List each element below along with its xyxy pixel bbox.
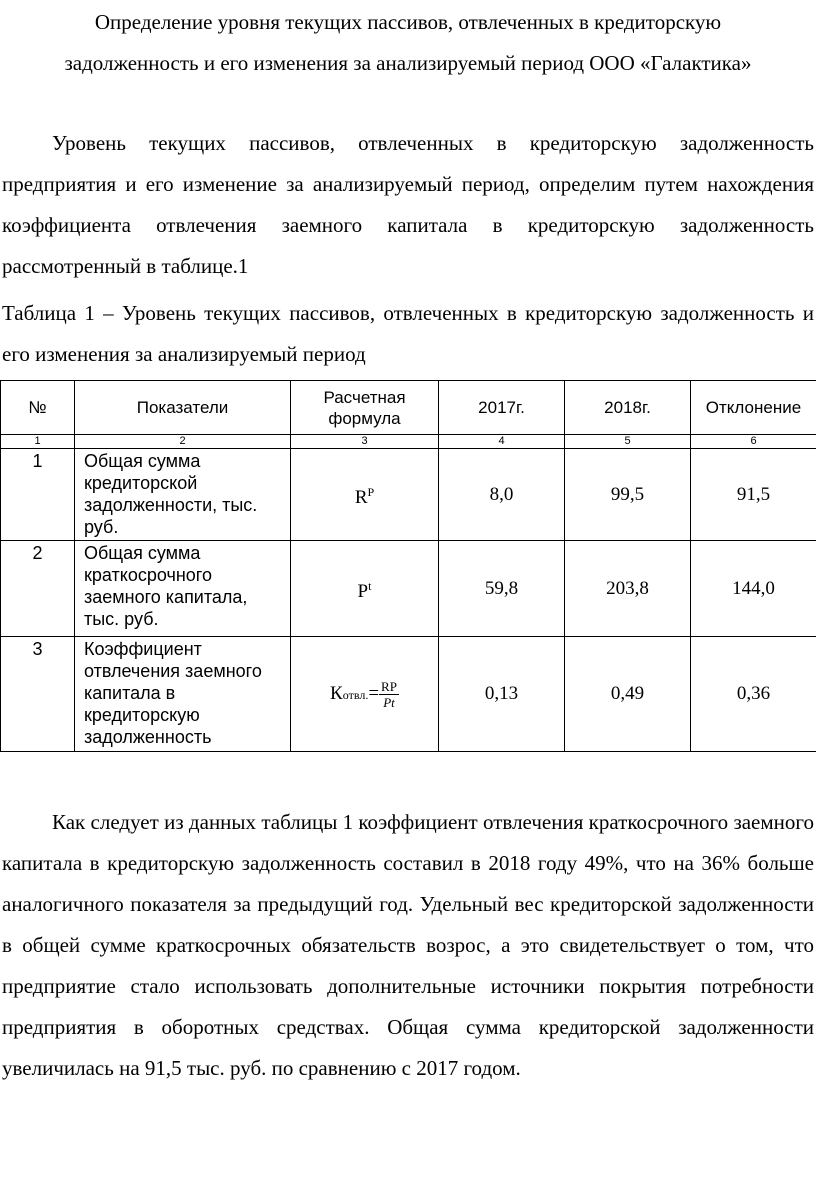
value-2017: 0,13 — [439, 637, 565, 752]
column-number: 4 — [439, 435, 565, 449]
table-row — [1, 449, 816, 541]
table-header-row — [1, 381, 816, 435]
formula-cell — [291, 541, 439, 637]
header-deviation: Отклонение — [691, 381, 816, 435]
table-row — [1, 541, 816, 637]
fraction-numerator: RP — [381, 678, 397, 694]
value-deviation: 91,5 — [691, 449, 816, 541]
column-number-row — [1, 435, 816, 449]
column-number: 5 — [565, 435, 691, 449]
column-number: 6 — [691, 435, 816, 449]
heading-line-1: Определение уровня текущих пассивов, отвлеченных в кредиторскую — [94, 10, 722, 34]
row-number: 2 — [1, 541, 75, 637]
column-number: 1 — [1, 435, 75, 449]
column-number: 3 — [291, 435, 439, 449]
conclusion-paragraph: Как следует из данных таблицы 1 коэффициент отвлечения краткосрочного заемного капитала в кредиторскую задолженность составил в 2018 году 49%, что на 36% больше аналогичного показателя за предыдущий год. Удельный вес кредиторской задолженности в общей сумме краткосрочных обязательств возрос, а это свидетельствует о том, что предприятие стало использовать дополнительные источники покрытия потребности предприятия в оборотных средствах. Общая сумма кредиторской задолженности увеличилась на 91,5 тыс. руб. по сравнению с 2017 годом. — [2, 810, 814, 1080]
value-2017: 59,8 — [439, 541, 565, 637]
value-2018: 0,49 — [565, 637, 691, 752]
column-number: 2 — [75, 435, 291, 449]
formula-cell — [291, 449, 439, 541]
header-formula: Расчетная формула — [291, 381, 439, 435]
value-2017: 8,0 — [439, 449, 565, 541]
formula-cell — [291, 637, 439, 752]
indicator-name: Общая сумма краткосрочного заемного капитала, тыс. руб. — [75, 541, 291, 637]
value-2018: 203,8 — [565, 541, 691, 637]
table-row — [1, 637, 816, 752]
value-deviation: 0,36 — [691, 637, 816, 752]
header-number: № — [1, 381, 75, 435]
formula-superscript: t — [368, 578, 372, 593]
header-2017: 2017г. — [439, 381, 565, 435]
header-2018: 2018г. — [565, 381, 691, 435]
indicator-name: Коэффициент отвлечения заемного капитала в кредиторскую задолженность — [75, 637, 291, 752]
formula-fraction — [379, 679, 399, 710]
formula-main: P — [357, 580, 369, 602]
header-indicators: Показатели — [75, 381, 291, 435]
formula-main: R — [354, 486, 368, 508]
value-2018: 99,5 — [565, 449, 691, 541]
intro-paragraph: Уровень текущих пассивов, отвлеченных в кредиторскую задолженность предприятия и его изменение за анализируемый период, определим путем нахождения коэффициента отвлечения заемного капитала в кредиторскую задолженность рассмотренный в таблице.1 — [2, 131, 814, 278]
heading-line-2: задолженность и его изменения за анализируемый период ООО «Галактика» — [64, 51, 752, 75]
table-caption: Таблица 1 – Уровень текущих пассивов, отвлеченных в кредиторскую задолженность и его изменения за анализируемый период — [2, 301, 814, 366]
indicator-name: Общая сумма кредиторской задолженности, тыс. руб. — [75, 449, 291, 541]
formula-subscript: отвл. — [342, 687, 369, 702]
formula-superscript: P — [367, 484, 375, 499]
value-deviation: 144,0 — [691, 541, 816, 637]
document-heading — [0, 2, 816, 84]
formula-equals: = — [368, 682, 380, 704]
formula-main: К — [330, 682, 343, 704]
row-number: 1 — [1, 449, 75, 541]
liabilities-table — [0, 380, 816, 752]
fraction-denominator: Pt — [383, 694, 395, 710]
row-number: 3 — [1, 637, 75, 752]
